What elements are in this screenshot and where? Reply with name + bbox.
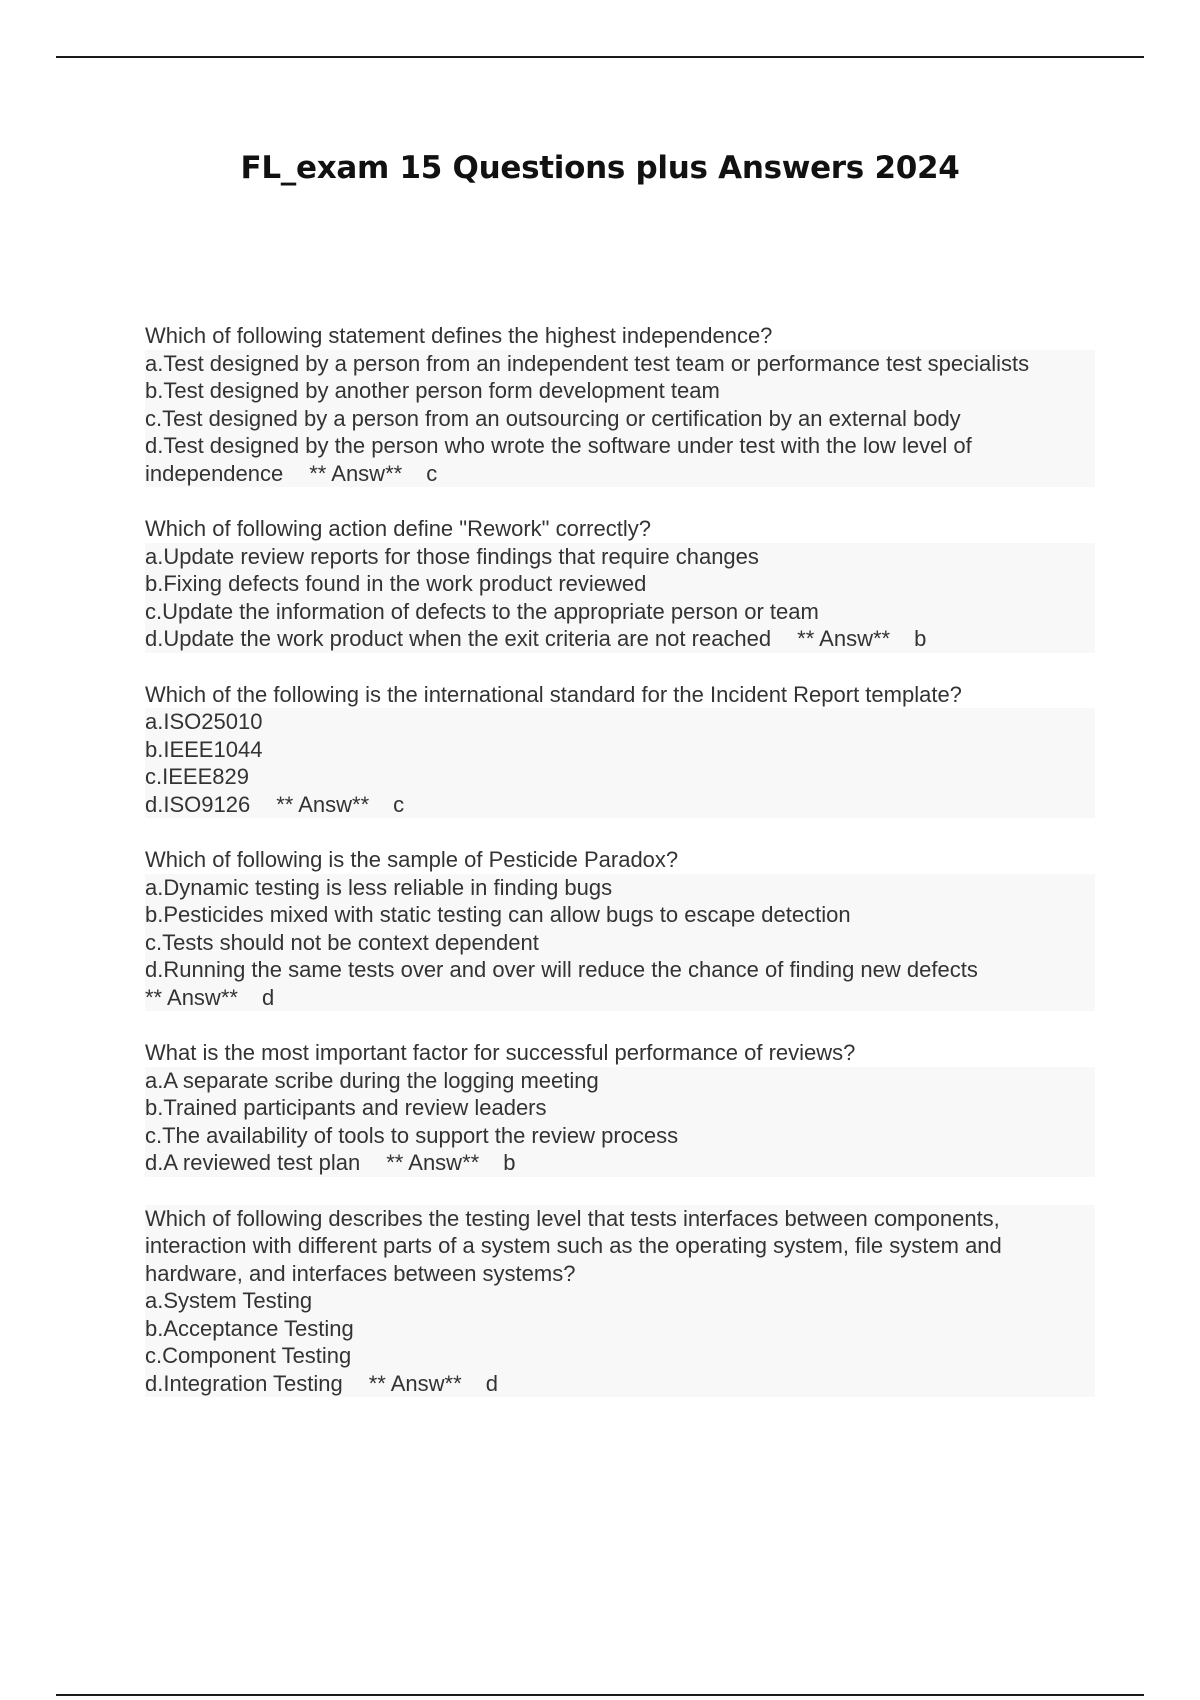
option-d: d.Update the work product when the exit criteria are not reached (145, 626, 772, 651)
option-c: c.The availability of tools to support the review process (145, 1122, 1095, 1150)
answer-letter: d (261, 984, 275, 1010)
answer-line (145, 984, 1095, 1012)
option-c: c.IEEE829 (145, 763, 1095, 791)
option-d-with-answer (145, 791, 1095, 819)
question-block (145, 846, 1095, 1011)
option-a: a.ISO25010 (145, 708, 1095, 736)
option-b: b.Acceptance Testing (145, 1315, 1095, 1343)
answer-letter: c (393, 791, 405, 817)
option-c: c.Tests should not be context dependent (145, 929, 1095, 957)
option-b: b.Fixing defects found in the work product reviewed (145, 570, 1095, 598)
answer-marker: ** Answ** (368, 1370, 462, 1396)
question-block (145, 681, 1095, 819)
question-prompt: Which of following action define "Rework" correctly? (145, 516, 651, 541)
answer-letter: b (503, 1150, 516, 1175)
option-d-with-answer (145, 625, 1095, 653)
option-c: c.Update the information of defects to the appropriate person or team (145, 598, 1095, 626)
option-a: a.System Testing (145, 1287, 1095, 1315)
option-a: a.Dynamic testing is less reliable in finding bugs (145, 874, 1095, 902)
answer-letter: d (485, 1370, 498, 1396)
option-d-with-answer (145, 432, 1095, 487)
option-d: d.A reviewed test plan (145, 1150, 361, 1175)
answer-marker: ** Answ** (309, 460, 403, 486)
option-a: a.Update review reports for those findings that require changes (145, 543, 1095, 571)
option-a: a.Test designed by a person from an independent test team or performance test specialists (145, 350, 1095, 378)
option-d: d.Integration Testing (145, 1370, 343, 1396)
option-b: b.Test designed by another person form development team (145, 377, 1095, 405)
question-prompt: Which of the following is the international standard for the Incident Report template? (145, 681, 962, 707)
question-prompt: What is the most important factor for successful performance of reviews? (145, 1040, 856, 1065)
option-a: a.A separate scribe during the logging meeting (145, 1067, 1095, 1095)
option-d-with-answer (145, 1149, 1095, 1177)
answer-marker: ** Answ** (145, 984, 238, 1010)
question-block (145, 1205, 1095, 1398)
question-block (145, 322, 1095, 487)
answer-marker: ** Answ** (276, 791, 370, 817)
option-b: b.IEEE1044 (145, 736, 1095, 764)
option-d-with-answer (145, 1370, 1095, 1398)
option-d: d.Running the same tests over and over will reduce the chance of finding new defects (145, 956, 1095, 984)
option-b: b.Pesticides mixed with static testing can allow bugs to escape detection (145, 901, 1095, 929)
answer-marker: ** Answ** (797, 626, 891, 651)
question-block (145, 1039, 1095, 1177)
answer-marker: ** Answ** (386, 1150, 480, 1175)
question-block (145, 515, 1095, 653)
option-d: d.ISO9126 (145, 791, 251, 817)
bottom-rule (56, 1694, 1144, 1696)
answer-letter: b (914, 626, 927, 651)
question-prompt: Which of following statement defines the highest independence? (145, 323, 773, 348)
question-list (145, 322, 1095, 1425)
option-c: c.Test designed by a person from an outsourcing or certification by an external body (145, 405, 1095, 433)
top-rule (56, 56, 1144, 58)
option-d: d.Test designed by the person who wrote the software under test with the low level of independence (145, 433, 972, 486)
question-prompt: Which of following describes the testing level that tests interfaces between components, interaction with different parts of a system such as the operating system, file system and hardware, and interfaces between systems? (145, 1205, 1095, 1288)
answer-letter: c (426, 460, 438, 486)
option-b: b.Trained participants and review leaders (145, 1094, 1095, 1122)
question-prompt: Which of following is the sample of Pesticide Paradox? (145, 847, 679, 872)
option-c: c.Component Testing (145, 1342, 1095, 1370)
document-title: FL_exam 15 Questions plus Answers 2024 (240, 150, 960, 186)
